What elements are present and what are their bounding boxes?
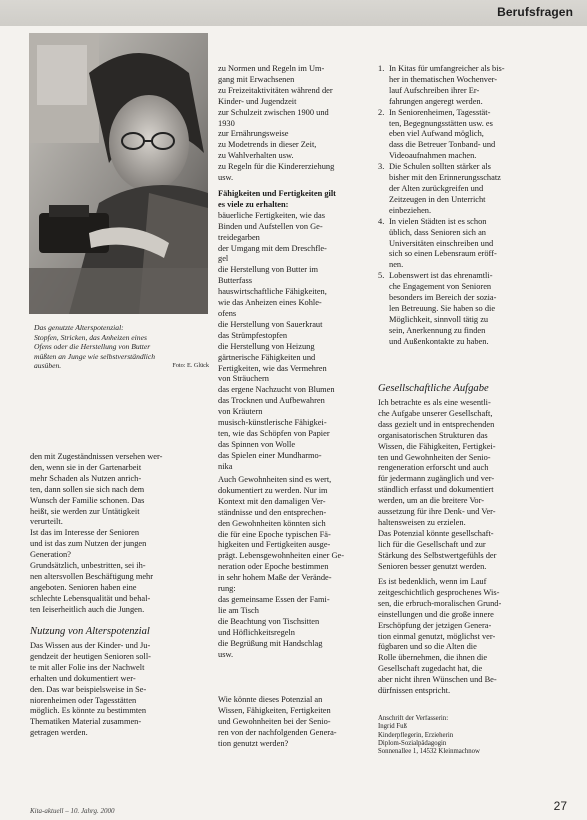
text-line: einstellungen und die große innere xyxy=(378,609,494,619)
list-text: dass die Betreuer Tonband- und xyxy=(389,140,496,150)
text-line: das Trocknen und Aufbewahren xyxy=(218,396,325,406)
text-line: dürfnissen entspricht. xyxy=(378,686,451,696)
text-line: heißt, sie werden zur Untätigkeit xyxy=(30,506,140,516)
text-line: Butterfass xyxy=(218,276,252,286)
text-line: organisatorischen Strukturen das xyxy=(378,430,488,440)
list-text: bisher mit den Erinnerungsschatz xyxy=(389,173,501,183)
list-text: che Engagement von Senioren xyxy=(389,282,492,292)
text-line: Ingrid Fuß xyxy=(378,723,407,731)
text-line: Anschrift der Verfasserin: xyxy=(378,715,449,722)
list-text: In Seniorenheimen, Tagesstät- xyxy=(389,107,491,117)
column-3-numbered-list xyxy=(378,64,548,348)
text-line: das Spinnen von Wolle xyxy=(218,439,296,449)
list-text: Zeitzeugen in den Unterricht xyxy=(389,194,486,204)
text-line: Wissen, Fähigkeiten, Fertigkeiten xyxy=(218,705,331,715)
text-line: ten und Gewohnheiten der Senio- xyxy=(378,452,491,462)
text-line: getragen werden. xyxy=(30,728,88,738)
text-line: dass gezielt und in entsprechenden xyxy=(378,419,495,429)
text-line: ten Ieiserheitlich auch die Jungen. xyxy=(30,604,145,614)
text-line: Stärkung des Selbstwertgefühls der xyxy=(378,550,497,560)
text-line: Binden und Aufstellen von Ge- xyxy=(218,221,323,231)
text-line: zur Ernährungsweise xyxy=(218,129,289,139)
column-3-para-1 xyxy=(378,398,548,573)
text-line: von Kräutern xyxy=(218,407,263,417)
text-line: nen altersvollen Beschäftigung mehr xyxy=(30,571,154,581)
text-line: Das Wissen aus der Kinder- und Ju- xyxy=(30,641,151,650)
list-text: Lobenswert ist das ehrenamtli- xyxy=(389,271,493,281)
text-line: Wie könnte dieses Potenzial an xyxy=(218,695,323,704)
text-line: higkeiten und Fertigkeiten ausge- xyxy=(218,540,331,550)
text-line: treidegarben xyxy=(218,232,260,242)
footer-text: Kita-aktuell – 10. Jahrg. 2000 xyxy=(30,807,115,815)
numbered-list-line xyxy=(378,173,548,184)
text-line: te mit aller Folie ins der Nachwelt xyxy=(30,662,145,672)
text-line: das gemeinsame Essen der Fami- xyxy=(218,594,330,604)
column-2-para-wie xyxy=(218,695,373,750)
text-line: ten, wie das Schöpfen von Papier xyxy=(218,428,330,438)
text-line: und Höflichkeitsregeln xyxy=(218,627,295,637)
numbered-list-line xyxy=(378,315,548,326)
list-text: nen. xyxy=(389,260,404,270)
text-line: zu Normen und Regeln im Um- xyxy=(218,64,325,73)
text-line: rung: xyxy=(218,584,236,594)
text-line: gärtnerische Fähigkeiten und xyxy=(218,352,316,362)
numbered-list-line xyxy=(378,282,548,293)
text-line: den Gewohnheiten könnten sich xyxy=(218,518,326,528)
text-line: hauswirtschaftliche Fähigkeiten, xyxy=(218,287,327,297)
author-address xyxy=(378,715,548,756)
text-line: che Aufgabe unserer Gesellschaft, xyxy=(378,408,493,418)
text-line: ständlich erfasst und dokumentiert xyxy=(378,485,494,495)
text-line: Diplom-Sozialpädagogin xyxy=(378,739,447,747)
text-line: ren von der nachfolgenden Genera- xyxy=(218,727,337,737)
text-line: die Herstellung von Butter im xyxy=(218,265,319,275)
text-line: usw. xyxy=(218,649,234,659)
text-line: zeitgeschichtlich gesprochenes Wis- xyxy=(378,587,500,597)
list-text: In Kitas für umfangreicher als bis- xyxy=(389,64,505,73)
text-line: den. Das war beispielsweise in Se- xyxy=(30,684,147,694)
text-line: Es ist bedenklich, wenn im Lauf xyxy=(378,577,487,586)
text-line: dokumentiert zu werden. Nur im xyxy=(218,485,328,495)
numbered-list-line xyxy=(378,326,548,337)
column-2-para-faehigkeiten xyxy=(218,189,373,473)
numbered-list-line xyxy=(378,140,548,151)
column-3-para-2 xyxy=(378,577,548,697)
column-1-para-2 xyxy=(30,641,208,739)
text-line: Gesellschaft zugedacht hat, die xyxy=(378,664,483,674)
photo-caption xyxy=(34,323,209,371)
list-text: fahrungen angeregt werden. xyxy=(389,96,483,106)
list-text: Videoaufnahmen machen. xyxy=(389,151,477,161)
text-line: der Umgang mit dem Dreschfle- xyxy=(218,243,327,253)
text-line: niorenheimen oder Tagesstätten xyxy=(30,695,137,705)
list-text: len Betreuung. Sie haben so die xyxy=(389,303,496,313)
photo-credit: Foto: E. Glück xyxy=(172,362,209,370)
heading-gesellschaftliche-aufgabe: Gesellschaftliche Aufgabe xyxy=(378,383,489,394)
numbered-list-line xyxy=(378,293,548,304)
list-text: Universitäten einschreiben und xyxy=(389,238,494,248)
numbered-list-line xyxy=(378,239,548,250)
numbered-list-line xyxy=(378,271,548,282)
text-line: nika xyxy=(218,461,233,471)
text-line: zu Freizeitaktivitäten während der xyxy=(218,85,333,95)
text-line: das ergene Nachzucht von Blumen xyxy=(218,385,335,395)
text-line: werden, um an die breitere Vor- xyxy=(378,496,485,506)
text-line: es viele zu erhalten: xyxy=(218,199,289,209)
text-line: tion genutzt werden? xyxy=(218,738,289,748)
text-line: möglich. Es könnte zu bestimmten xyxy=(30,706,147,716)
list-text: ten, Begegnungsstätten usw. es xyxy=(389,118,493,128)
text-line: neration oder Epoche bestimmen xyxy=(218,562,329,572)
text-line: von Sträuchern xyxy=(218,374,269,384)
text-line: rengeneration erforscht und auch xyxy=(378,463,489,473)
numbered-list-line xyxy=(378,249,548,260)
list-text: der Alten zurückgreifen und xyxy=(389,183,484,193)
numbered-list-line xyxy=(378,97,548,108)
text-line: die Beachtung von Tischsitten xyxy=(218,616,320,626)
numbered-list-line xyxy=(378,304,548,315)
text-line: lich für die Gesellschaft und zur xyxy=(378,539,486,549)
article-photo xyxy=(29,33,208,314)
text-line: Fertigkeiten, wie das Vermehren xyxy=(218,363,327,373)
text-line: bäuerliche Fertigkeiten, wie das xyxy=(218,210,325,220)
text-line: und ist das zum Nutzen der jungen xyxy=(30,539,147,549)
text-line: für jedermann zugänglich und ver- xyxy=(378,474,495,484)
text-line: 1930 xyxy=(218,118,235,128)
list-text: eben viel Aufwand möglich, xyxy=(389,129,484,139)
text-line: Wissen, die Fähigkeiten, Fertigkei- xyxy=(378,441,496,451)
list-text: sich so einen Lebensraum eröff- xyxy=(389,249,497,259)
text-line: zur Schulzeit zwischen 1900 und xyxy=(218,107,329,117)
numbered-list-line xyxy=(378,129,548,140)
numbered-list-line xyxy=(378,151,548,162)
numbered-list-line xyxy=(378,108,548,119)
text-line: verurteilt. xyxy=(30,517,63,527)
text-line: Wunsch der Familie schonen. Das xyxy=(30,495,145,505)
page-number: 27 xyxy=(553,799,567,813)
list-text: lauf Aufschreiben ihrer Er- xyxy=(389,85,480,95)
numbered-list-line xyxy=(378,162,548,173)
text-line: Senioren besser genutzt werden. xyxy=(378,561,487,571)
text-line: ten, dann sollen sie sich nach dem xyxy=(30,484,145,494)
text-line: aber nicht ihren Wünschen und Be- xyxy=(378,675,497,685)
text-line: tion einmal genutzt, möglichst ver- xyxy=(378,631,496,641)
numbered-list-line xyxy=(378,195,548,206)
text-line: mehr Schaden als Nutzen anrich- xyxy=(30,473,142,483)
text-line: gang mit Erwachsenen xyxy=(218,74,295,84)
text-line: Thematiken Material zusammen- xyxy=(30,717,142,727)
list-text: Möglichkeit, sinnvoll tätig zu xyxy=(389,314,489,324)
text-line: Rolle übernehmen, die ihnen die xyxy=(378,653,488,663)
text-line: Kinder- und Jugendzeit xyxy=(218,96,297,106)
numbered-list-line xyxy=(378,86,548,97)
numbered-list-line xyxy=(378,64,548,75)
list-number: 1. xyxy=(378,64,385,73)
numbered-list-line xyxy=(378,206,548,217)
text-line: die Herstellung von Heizung xyxy=(218,341,315,351)
column-2-list-top xyxy=(218,64,373,184)
text-line: in sehr hohem Maße der Verände- xyxy=(218,573,332,583)
list-text: üblich, dass Senioren sich an xyxy=(389,227,486,237)
text-line: und Gewohnheiten bei der Senio- xyxy=(218,716,331,726)
text-line: Auch Gewohnheiten sind es wert, xyxy=(218,475,332,484)
list-text: In vielen Städten ist es schon xyxy=(389,216,487,226)
caption-line: Das genutzte Alterspotenzial: xyxy=(34,323,124,332)
caption-line: müßten an Junge wie selbstverständlich xyxy=(34,351,156,361)
text-line: ständnisse und den entsprechen- xyxy=(218,507,327,517)
text-line: Erschöpfung der jetzigen Genera- xyxy=(378,620,492,630)
heading-nutzung: Nutzung von Alterspotenzial xyxy=(30,626,150,637)
text-line: prägt. Lebensgewohnheiten einer Ge- xyxy=(218,551,345,561)
text-line: lie am Tisch xyxy=(218,605,259,615)
text-line: zu Regeln für die Kindererziehung xyxy=(218,162,335,172)
text-line: haltensweisen zu erzielen. xyxy=(378,517,466,527)
text-line: sen, die erbruch-moralischen Grund- xyxy=(378,598,502,608)
text-line: zu Modetrends in dieser Zeit, xyxy=(218,140,317,150)
list-text: her in thematischen Wochenver- xyxy=(389,74,498,84)
list-number: 2. xyxy=(378,107,385,117)
text-line: gel xyxy=(218,254,229,264)
text-line: wie das Anheizen eines Kohle- xyxy=(218,298,322,308)
section-title: Berufsfragen xyxy=(497,5,573,19)
text-line: das Spielen einer Mundharmo- xyxy=(218,450,322,460)
text-line: Das Potenzial könnte gesellschaft- xyxy=(378,528,494,538)
list-number: 5. xyxy=(378,271,385,281)
numbered-list-line xyxy=(378,217,548,228)
text-line: Ist das im Interesse der Senioren xyxy=(30,528,140,538)
list-number: 3. xyxy=(378,162,385,172)
list-text: besonders im Bereich der sozia- xyxy=(389,293,497,303)
text-line: das Strümpfestopfen xyxy=(218,330,288,340)
text-line: usw. xyxy=(218,173,234,183)
numbered-list-line xyxy=(378,260,548,271)
list-number: 4. xyxy=(378,216,385,226)
text-line: den, wenn sie in der Gartenarbeit xyxy=(30,462,142,472)
list-text: sein, Anerkennung zu finden xyxy=(389,325,486,335)
numbered-list-line xyxy=(378,119,548,130)
list-text: Die Schulen sollten stärker als xyxy=(389,162,491,172)
text-line: musisch-künstlerische Fähigkei- xyxy=(218,418,327,428)
photo-illustration xyxy=(29,33,208,314)
text-line: aussetzung für ihre Denk- und Ver- xyxy=(378,507,496,517)
text-line: die Begrüßung mit Handschlag xyxy=(218,638,323,648)
text-line: angeboten. Senioren haben eine xyxy=(30,582,137,592)
text-line: den mit Zugeständnissen versehen wer- xyxy=(30,452,163,461)
text-line: schlechte Lebensqualität und behal- xyxy=(30,593,151,603)
text-line: fügbaren und so die Alten die xyxy=(378,642,477,652)
caption-line: Stopfen, Stricken, das Anheizen eines xyxy=(34,332,147,342)
caption-line: Ofens oder die Herstellung von Butter xyxy=(34,342,151,352)
text-line: Grundsätzlich, unbestritten, sei ih- xyxy=(30,561,146,571)
text-line: Kinderpflegerin, Erzieherin xyxy=(378,731,454,739)
text-line: erhalten und dokumentiert wer- xyxy=(30,673,136,683)
text-line: zu Wahlverhalten usw. xyxy=(218,151,294,161)
text-line: ofens xyxy=(218,308,237,318)
caption-line: ausüben. xyxy=(34,361,62,371)
numbered-list-line xyxy=(378,184,548,195)
numbered-list-line xyxy=(378,337,548,348)
text-line: Ich betrachte es als eine wesentli- xyxy=(378,398,491,407)
text-line: Fähigkeiten und Fertigkeiten gilt xyxy=(218,189,336,198)
list-text: einbeziehen. xyxy=(389,205,432,215)
text-line: die Herstellung von Sauerkraut xyxy=(218,319,323,329)
text-line: Sonnenallee 1, 14532 Kleinmachnow xyxy=(378,748,480,756)
numbered-list-line xyxy=(378,75,548,86)
column-1-para-1 xyxy=(30,452,208,616)
text-line: Generation? xyxy=(30,550,71,560)
column-2-para-gewohnheiten xyxy=(218,475,373,660)
list-text: und Außenkontakte zu haben. xyxy=(389,336,489,346)
header-band xyxy=(0,0,587,26)
numbered-list-line xyxy=(378,228,548,239)
text-line: gendzeit der heutigen Senioren soll- xyxy=(30,651,151,661)
text-line: Kontext mit den damaligen Ver- xyxy=(218,496,326,506)
text-line: die für eine Epoche typischen Fä- xyxy=(218,529,331,539)
